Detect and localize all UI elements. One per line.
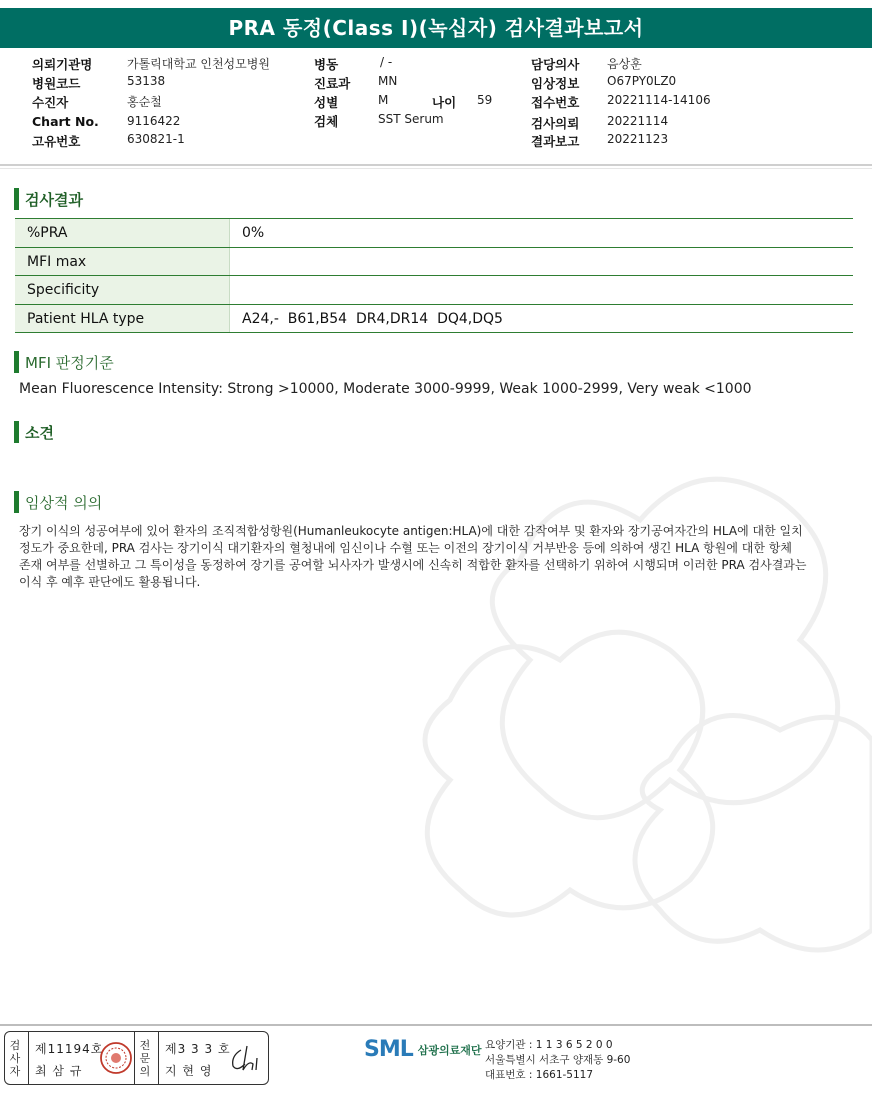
specimen-value: SST Serum — [378, 112, 444, 126]
mfi-heading-text: MFI 판정기준 — [25, 353, 114, 372]
logo-mark: SML — [364, 1037, 413, 1062]
examiner-cell — [5, 1032, 135, 1084]
result-row — [15, 219, 853, 248]
results-table — [15, 218, 853, 333]
request-date-value: 20221114 — [607, 114, 669, 128]
patient-value: 홍순철 — [127, 95, 162, 109]
clinical-info-label: 임상정보 — [531, 76, 580, 91]
result-row — [15, 305, 853, 334]
specialist-label-cell — [135, 1032, 159, 1084]
results-heading-text: 검사결과 — [25, 190, 83, 209]
examiner-name: 최 삼 규 — [35, 1064, 83, 1078]
organization-info — [485, 1038, 630, 1083]
result-value: A24,- B61,B54 DR4,DR14 DQ4,DQ5 — [242, 310, 503, 327]
result-label: %PRA — [15, 219, 230, 247]
doctor-label: 담당의사 — [531, 57, 580, 72]
report-date-label: 결과보고 — [531, 134, 580, 149]
heading-bar — [14, 351, 19, 373]
opinion-section-heading — [14, 420, 54, 444]
clinical-line: 장기 이식의 성공여부에 있어 환자의 조직적합성항원(Humanleukocyte antigen:HLA)에 대한 감작여부 및 환자와 장기공여자간의 HLA에 대한 일치 — [19, 524, 803, 538]
sex-label: 성별 — [314, 95, 339, 110]
ward-label: 병동 — [314, 57, 339, 72]
clinical-line: 존재 여부를 선별하고 그 특이성을 동정하여 장기를 공여할 뇌사자가 발생시에 신속히 적합한 환자를 선택하기 위하여 시행되며 이러한 PRA 검사결과는 — [19, 558, 807, 572]
age-label: 나이 — [432, 95, 457, 110]
result-value — [230, 248, 853, 276]
clinical-heading-text: 임상적 의의 — [25, 493, 103, 512]
organization-name: 삼광의료재단 — [417, 1043, 482, 1057]
results-section-heading — [14, 187, 83, 211]
specimen-label: 검체 — [314, 114, 339, 129]
clinical-line: 정도가 중요한데, PRA 검사는 장기이식 대기환자의 혈청내에 임신이나 수혈 또는 이전의 장기이식 거부반응 등에 의하여 생긴 HLA 항원에 대한 항체 — [19, 541, 792, 555]
result-value: 0% — [242, 225, 265, 241]
clinical-info-value: O67PY0LZ0 — [607, 74, 677, 88]
receipt-no-value: 20221114-14106 — [607, 93, 711, 107]
org-info-line: 대표번호 : 1661-5117 — [485, 1069, 594, 1081]
report-date-value: 20221123 — [607, 132, 669, 146]
heading-bar — [14, 491, 19, 513]
specialist-no: 제3 3 3 호 — [165, 1042, 231, 1056]
header-divider — [0, 164, 872, 166]
examiner-no: 제11194호 — [35, 1042, 104, 1056]
institution-value: 가톨릭대학교 인천성모병원 — [127, 57, 270, 71]
signature-box — [4, 1031, 269, 1085]
result-label: Specificity — [15, 276, 230, 304]
doctor-value: 음상훈 — [607, 57, 642, 71]
chart-no-label: Chart No. — [32, 114, 99, 129]
sex-value: M — [378, 93, 389, 107]
receipt-no-label: 접수번호 — [531, 95, 580, 110]
heading-bar — [14, 421, 19, 443]
result-row — [15, 248, 853, 277]
clinical-line: 이식 후 예후 판단에도 활용됩니다. — [19, 575, 201, 589]
sml-logo — [364, 1037, 482, 1062]
patient-info-block — [0, 55, 872, 159]
unique-no-value: 630821-1 — [127, 132, 185, 146]
department-label: 진료과 — [314, 76, 351, 91]
clinical-significance-text — [19, 523, 849, 591]
hospital-code-value: 53138 — [127, 74, 166, 88]
specialist-label: 전문의 — [139, 1039, 151, 1078]
examiner-label: 검사자 — [9, 1039, 21, 1078]
specialist-name: 지 현 영 — [165, 1064, 213, 1078]
org-info-line: 요양기관 : 1 1 3 6 5 2 0 0 — [485, 1039, 613, 1051]
result-row — [15, 276, 853, 305]
institution-label: 의뢰기관명 — [32, 57, 93, 72]
mfi-criteria-text: Mean Fluorescence Intensity: Strong >10000, Moderate 3000-9999, Weak 1000-2999, Very weak <1000 — [19, 381, 752, 397]
footer-divider — [0, 1024, 872, 1026]
heading-bar — [14, 188, 19, 210]
ward-value: / - — [380, 55, 393, 69]
report-title: PRA 동정(Class I)(녹십자) 검사결과보고서 — [0, 8, 872, 48]
result-label: Patient HLA type — [15, 305, 230, 333]
org-info-line: 서울특별시 서초구 양재동 9-60 — [485, 1054, 631, 1066]
age-value: 59 — [477, 93, 493, 107]
unique-no-label: 고유번호 — [32, 134, 81, 149]
header-divider-thin — [0, 168, 872, 169]
request-date-label: 검사의뢰 — [531, 116, 580, 131]
signature — [227, 1042, 265, 1076]
opinion-heading-text: 소견 — [25, 423, 54, 442]
chart-no-value: 9116422 — [127, 114, 181, 128]
patient-label: 수진자 — [32, 95, 69, 110]
mfi-section-heading — [14, 350, 114, 374]
result-label: MFI max — [15, 248, 230, 276]
clinical-section-heading — [14, 490, 102, 514]
department-value: MN — [378, 74, 398, 88]
hospital-code-label: 병원코드 — [32, 76, 81, 91]
result-value — [230, 276, 853, 304]
